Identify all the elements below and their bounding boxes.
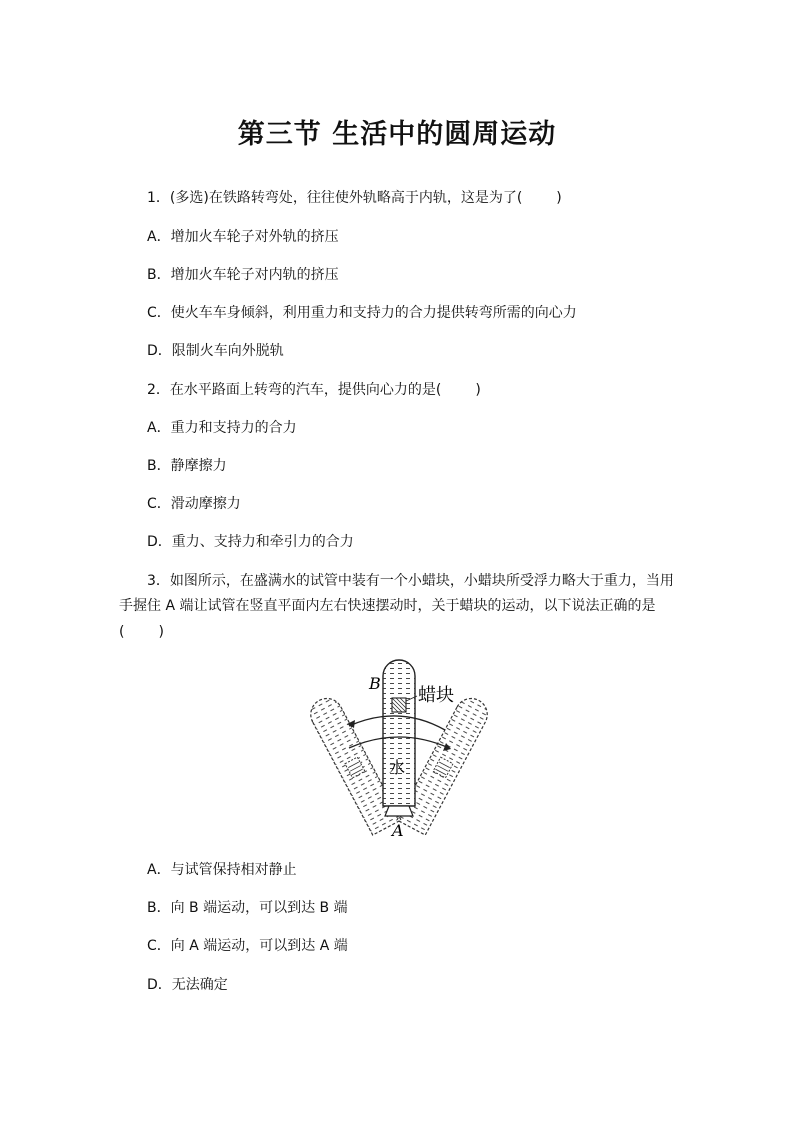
- question-1-stem-text: 1．(多选)在铁路转弯处，往往使外轨略高于内轨，这是为了(: [147, 190, 523, 206]
- question-3-option-c: C．向 A 端运动，可以到达 A 端: [147, 938, 348, 954]
- question-3-paren-open: (: [119, 624, 125, 640]
- question-2-option-c: C．滑动摩擦力: [147, 496, 241, 512]
- question-2-option-a: A．重力和支持力的合力: [147, 420, 297, 436]
- question-2-option-d: D．重力、支持力和牵引力的合力: [147, 534, 354, 550]
- question-3-stem-line-1: 3．如图所示，在盛满水的试管中装有一个小蜡块，小蜡块所受浮力略大于重力，当用: [147, 573, 674, 589]
- question-3-paren-close: ): [158, 624, 164, 640]
- question-3-option-a: A．与试管保持相对静止: [147, 862, 297, 878]
- question-3-option-b: B．向 B 端运动，可以到达 B 端: [147, 900, 348, 916]
- question-2-option-b: B．静摩擦力: [147, 458, 227, 474]
- question-1-option-b: B．增加火车轮子对内轨的挤压: [147, 267, 339, 283]
- question-2-stem-text: 2．在水平路面上转弯的汽车，提供向心力的是(: [147, 382, 442, 398]
- question-1-option-d: D．限制火车向外脱轨: [147, 343, 284, 359]
- test-tube-diagram: [277, 656, 519, 842]
- label-b: B: [369, 674, 381, 693]
- stopper: [385, 806, 413, 816]
- question-2-stem: [147, 380, 481, 400]
- question-3-stem-line-2: 手握住 A 端让试管在竖直平面内左右快速摆动时，关于蜡块的运动，以下说法正确的是: [119, 598, 656, 614]
- question-1-paren-close: ): [556, 190, 562, 206]
- label-wax: 蜡块: [418, 685, 454, 706]
- question-1-option-c: C．使火车车身倾斜，利用重力和支持力的合力提供转弯所需的向心力: [147, 305, 577, 321]
- question-2-paren-close: ): [475, 382, 481, 398]
- question-3-stem-line-3: [119, 622, 164, 642]
- question-3-option-d: D．无法确定: [147, 977, 228, 993]
- question-1-option-a: A．增加火车轮子对外轨的挤压: [147, 229, 339, 245]
- label-water: 水: [389, 758, 406, 777]
- question-1-stem: [147, 188, 562, 208]
- page-title: 第三节 生活中的圆周运动: [237, 119, 557, 150]
- label-a: A: [392, 821, 404, 840]
